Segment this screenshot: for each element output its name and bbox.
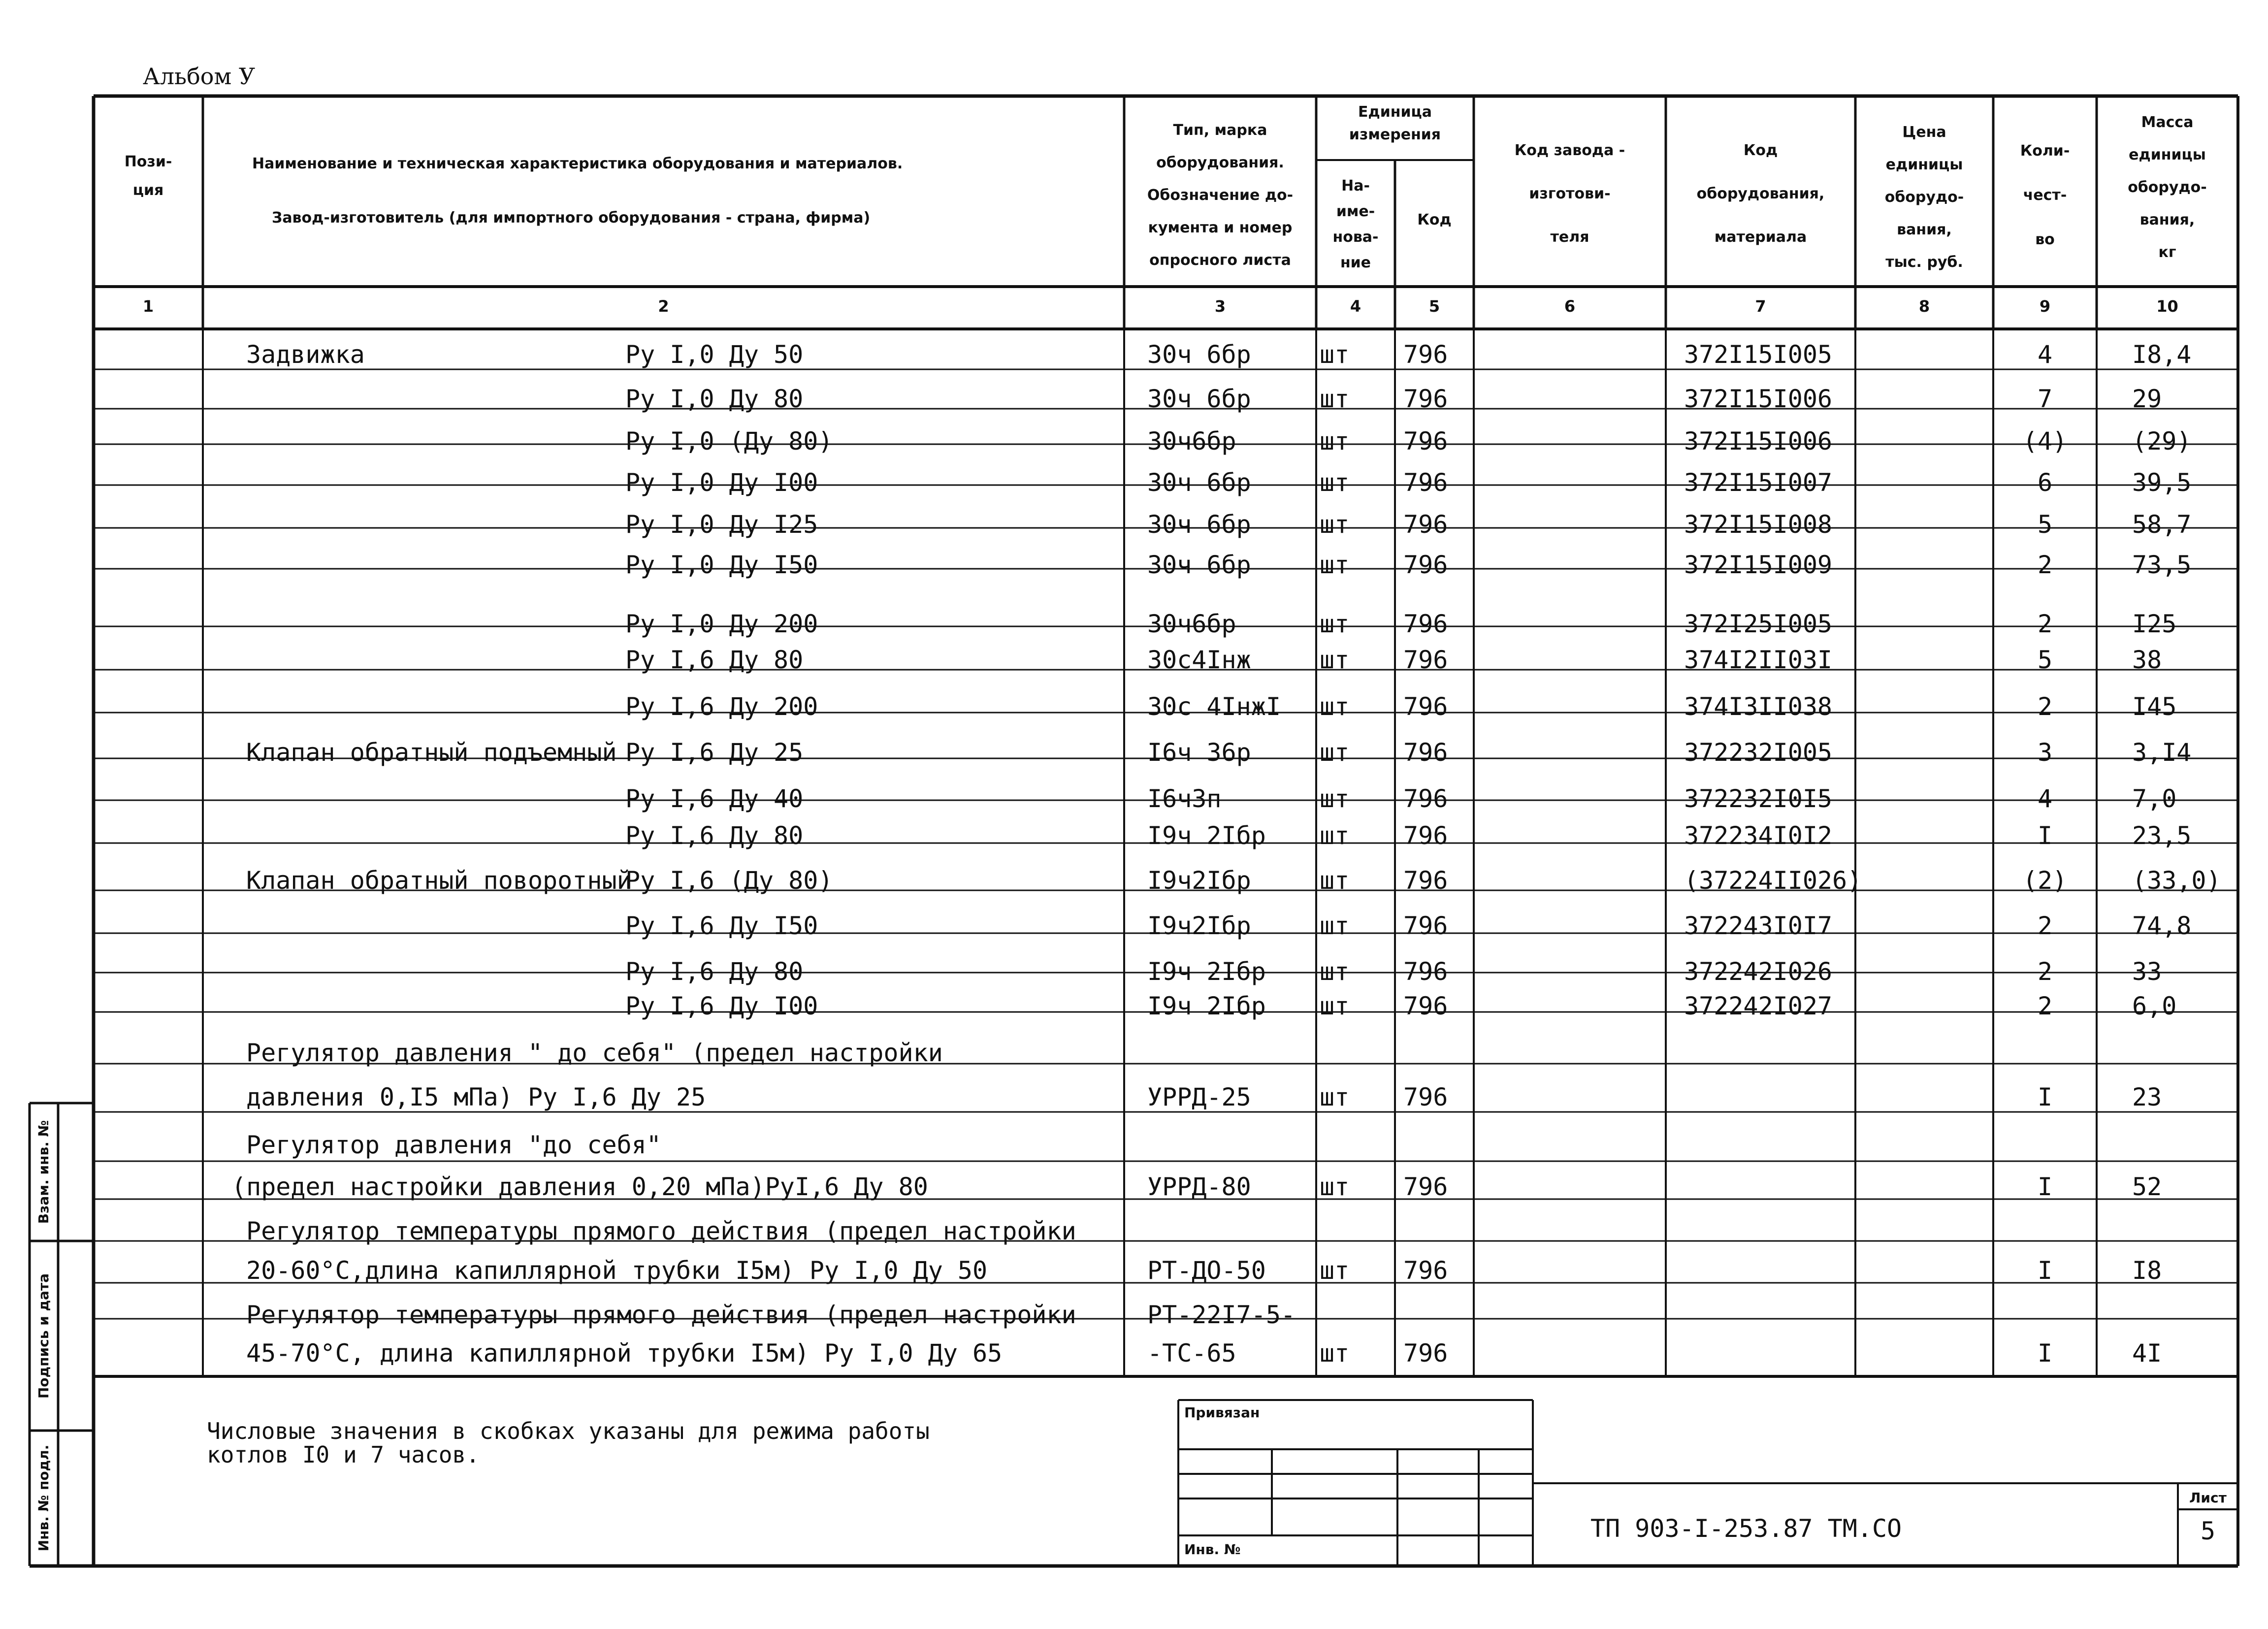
album-label: Альбом У bbox=[143, 63, 256, 90]
cell-code: 796 bbox=[1403, 427, 1448, 456]
cell-equip-code: 372I15I009 bbox=[1684, 551, 1833, 579]
document-code: ТП 903-I-253.87 ТМ.СО bbox=[1590, 1514, 1902, 1543]
cell-mass: 38 bbox=[2132, 646, 2162, 674]
footnote: Числовые значения в скобках указаны для режима работы котлов I0 и 7 часов. bbox=[207, 1418, 930, 1468]
cell-code: 796 bbox=[1403, 912, 1448, 940]
header-unit-code: Код bbox=[1417, 211, 1452, 228]
cell-unit: шт bbox=[1320, 866, 1350, 895]
cell-type: -ТС-65 bbox=[1147, 1339, 1236, 1368]
header-mass: Масса единицы оборудо- вания, кг bbox=[2128, 114, 2207, 261]
cell-type: УРРД-80 bbox=[1147, 1173, 1251, 1201]
cell-equip-code: 372I15I005 bbox=[1684, 340, 1833, 369]
cell-equip-code: 372242I027 bbox=[1684, 992, 1833, 1020]
cell-name: Регулятор температуры прямого действия (предел настройки bbox=[246, 1301, 1076, 1329]
cell-name: Клапан обратный подъемный bbox=[246, 738, 617, 767]
cell-unit: шт bbox=[1320, 1173, 1350, 1201]
cell-type: I9ч2Iбр bbox=[1147, 866, 1251, 895]
cell-mass: 29 bbox=[2132, 385, 2162, 413]
colnum-6: 6 bbox=[1564, 297, 1576, 316]
cell-equip-code: 372232I005 bbox=[1684, 738, 1833, 767]
cell-qty: I bbox=[2037, 1339, 2053, 1368]
cell-qty: 2 bbox=[2037, 912, 2053, 940]
cell-unit: шт bbox=[1320, 385, 1350, 413]
cell-type: 30ч 6бр bbox=[1147, 385, 1251, 413]
cell-code: 796 bbox=[1403, 1173, 1448, 1201]
cell-unit: шт bbox=[1320, 692, 1350, 721]
cell-qty: 5 bbox=[2037, 510, 2053, 539]
cell-mass: I8,4 bbox=[2132, 340, 2192, 369]
cell-type: 30ч 6бр bbox=[1147, 551, 1251, 579]
cell-qty: 4 bbox=[2037, 340, 2053, 369]
cell-code: 796 bbox=[1403, 646, 1448, 674]
stamp-bound-label: Привязан bbox=[1184, 1404, 1260, 1421]
cell-code: 796 bbox=[1403, 551, 1448, 579]
header-maker-code: Код завода - изготови- теля bbox=[1514, 142, 1625, 246]
cell-unit: шт bbox=[1320, 1083, 1350, 1111]
cell-unit: шт bbox=[1320, 784, 1350, 813]
header-name: Наименование и техническая характеристика оборудования и материалов. Завод-изготовитель (для импортного оборудования - страна, фирма) bbox=[252, 155, 903, 227]
cell-unit: шт bbox=[1320, 957, 1350, 986]
cell-qty: 2 bbox=[2037, 610, 2053, 638]
cell-unit: шт bbox=[1320, 340, 1350, 369]
cell-spec: Ру I,0 Ду I50 bbox=[625, 551, 818, 579]
cell-qty: 2 bbox=[2037, 692, 2053, 721]
cell-code: 796 bbox=[1403, 866, 1448, 895]
header-type: Тип, марка оборудования. Обозначение до- кумента и номер опросного листа bbox=[1147, 122, 1294, 269]
cell-mass: 74,8 bbox=[2132, 912, 2192, 940]
cell-equip-code: 372I15I006 bbox=[1684, 427, 1833, 456]
cell-mass: 39,5 bbox=[2132, 468, 2192, 497]
cell-unit: шт bbox=[1320, 610, 1350, 638]
cell-spec: Ру I,0 Ду I25 bbox=[625, 510, 818, 539]
cell-mass: 73,5 bbox=[2132, 551, 2192, 579]
cell-spec: Ру I,6 Ду 80 bbox=[625, 646, 804, 674]
cell-mass: I8 bbox=[2132, 1256, 2162, 1285]
cell-spec: Ру I,6 Ду 80 bbox=[625, 957, 804, 986]
cell-mass: 6,0 bbox=[2132, 992, 2177, 1020]
cell-type: I6ч 36р bbox=[1147, 738, 1251, 767]
colnum-5: 5 bbox=[1428, 297, 1440, 316]
cell-mass: I25 bbox=[2132, 610, 2177, 638]
cell-code: 796 bbox=[1403, 738, 1448, 767]
cell-unit: шт bbox=[1320, 468, 1350, 497]
cell-mass: 33 bbox=[2132, 957, 2162, 986]
cell-unit: шт bbox=[1320, 646, 1350, 674]
side-label-replacement: Взам. инв. № bbox=[35, 1120, 52, 1224]
colnum-4: 4 bbox=[1350, 297, 1361, 316]
header-equipment-code: Код оборудования, материала bbox=[1696, 142, 1825, 246]
cell-name: Регулятор давления "до себя" bbox=[246, 1131, 661, 1159]
header-quantity: Коли- чест- во bbox=[2020, 142, 2070, 248]
cell-unit: шт bbox=[1320, 427, 1350, 456]
side-label-inventory: Инв. № подл. bbox=[35, 1444, 52, 1552]
cell-code: 796 bbox=[1403, 385, 1448, 413]
cell-type: РТ-22I7-5- bbox=[1147, 1301, 1296, 1329]
cell-mass: 4I bbox=[2132, 1339, 2162, 1368]
colnum-1: 1 bbox=[142, 297, 154, 316]
cell-unit: шт bbox=[1320, 1339, 1350, 1368]
cell-equip-code: 374I2II03I bbox=[1684, 646, 1833, 674]
cell-qty: 6 bbox=[2037, 468, 2053, 497]
cell-spec: Ру I,6 Ду 40 bbox=[625, 784, 804, 813]
cell-qty: I bbox=[2037, 1256, 2053, 1285]
colnum-9: 9 bbox=[2039, 297, 2051, 316]
cell-spec: Ру I,6 Ду 80 bbox=[625, 821, 804, 850]
cell-qty: 3 bbox=[2037, 738, 2053, 767]
cell-type: 30ч 6бр bbox=[1147, 510, 1251, 539]
side-label-signature: Подпись и дата bbox=[35, 1273, 52, 1399]
sheet-label: Лист bbox=[2189, 1490, 2227, 1506]
cell-type: УРРД-25 bbox=[1147, 1083, 1251, 1111]
colnum-7: 7 bbox=[1755, 297, 1766, 316]
cell-spec: Ру I,0 Ду 50 bbox=[625, 340, 804, 369]
cell-type: I9ч 2Iбр bbox=[1147, 821, 1266, 850]
cell-name: Задвижка bbox=[246, 340, 365, 369]
cell-qty: 2 bbox=[2037, 957, 2053, 986]
cell-equip-code: 372234I0I2 bbox=[1684, 821, 1833, 850]
cell-type: 30ч6бр bbox=[1147, 427, 1236, 456]
cell-name: 45-70°С, длина капиллярной трубки I5м) Ру I,0 Ду 65 bbox=[246, 1339, 1003, 1368]
cell-code: 796 bbox=[1403, 692, 1448, 721]
cell-mass: 58,7 bbox=[2132, 510, 2192, 539]
cell-unit: шт bbox=[1320, 912, 1350, 940]
cell-equip-code: 372243I0I7 bbox=[1684, 912, 1833, 940]
cell-equip-code: 372242I026 bbox=[1684, 957, 1833, 986]
cell-spec: Ру I,0 Ду I00 bbox=[625, 468, 818, 497]
cell-qty: I bbox=[2037, 1173, 2053, 1201]
cell-type: 30ч6бр bbox=[1147, 610, 1236, 638]
cell-qty: 2 bbox=[2037, 551, 2053, 579]
cell-type: I9ч 2Iбр bbox=[1147, 957, 1266, 986]
cell-qty: 4 bbox=[2037, 784, 2053, 813]
cell-name: давления 0,I5 мПа) Ру I,6 Ду 25 bbox=[246, 1083, 706, 1111]
cell-qty: 7 bbox=[2037, 385, 2053, 413]
colnum-3: 3 bbox=[1214, 297, 1226, 316]
colnum-10: 10 bbox=[2156, 297, 2178, 316]
cell-type: I6ч3п bbox=[1147, 784, 1222, 813]
cell-spec: Ру I,6 Ду I50 bbox=[625, 912, 818, 940]
cell-unit: шт bbox=[1320, 738, 1350, 767]
cell-code: 796 bbox=[1403, 340, 1448, 369]
cell-mass: (33,0) bbox=[2132, 866, 2221, 895]
cell-mass: (29) bbox=[2132, 427, 2192, 456]
cell-name: Регулятор температуры прямого действия (предел настройки bbox=[246, 1217, 1076, 1245]
cell-type: 30ч 6бр bbox=[1147, 468, 1251, 497]
cell-mass: 23 bbox=[2132, 1083, 2162, 1111]
cell-code: 796 bbox=[1403, 1339, 1448, 1368]
header-position: Пози- ция bbox=[124, 153, 172, 199]
cell-type: 30ч 6бр bbox=[1147, 340, 1251, 369]
cell-code: 796 bbox=[1403, 610, 1448, 638]
cell-type: I9ч2Iбр bbox=[1147, 912, 1251, 940]
cell-equip-code: 372I25I005 bbox=[1684, 610, 1833, 638]
cell-spec: Ру I,6 Ду 25 bbox=[625, 738, 804, 767]
cell-unit: шт bbox=[1320, 821, 1350, 850]
cell-mass: I45 bbox=[2132, 692, 2177, 721]
cell-equip-code: (37224II026) bbox=[1684, 866, 1862, 895]
cell-mass: 3,I4 bbox=[2132, 738, 2192, 767]
cell-unit: шт bbox=[1320, 1256, 1350, 1285]
cell-spec: Ру I,0 Ду 80 bbox=[625, 385, 804, 413]
cell-equip-code: 374I3II038 bbox=[1684, 692, 1833, 721]
cell-unit: шт bbox=[1320, 510, 1350, 539]
cell-code: 796 bbox=[1403, 992, 1448, 1020]
cell-spec: Ру I,0 Ду 200 bbox=[625, 610, 818, 638]
cell-equip-code: 372I15I008 bbox=[1684, 510, 1833, 539]
cell-qty: I bbox=[2037, 1083, 2053, 1111]
header-price: Цена единицы оборудо- вания, тыс. руб. bbox=[1884, 124, 1964, 271]
cell-qty: I bbox=[2037, 821, 2053, 850]
sheet-number: 5 bbox=[2200, 1517, 2216, 1545]
cell-qty: 2 bbox=[2037, 992, 2053, 1020]
cell-qty: (4) bbox=[2022, 427, 2068, 456]
cell-code: 796 bbox=[1403, 821, 1448, 850]
cell-code: 796 bbox=[1403, 784, 1448, 813]
cell-type: РТ-ДО-50 bbox=[1147, 1256, 1266, 1285]
cell-unit: шт bbox=[1320, 992, 1350, 1020]
cell-spec: Ру I,0 (Ду 80) bbox=[625, 427, 833, 456]
cell-qty: 5 bbox=[2037, 646, 2053, 674]
cell-spec: Ру I,6 Ду I00 bbox=[625, 992, 818, 1020]
cell-type: 30с 4IнжI bbox=[1147, 692, 1281, 721]
cell-mass: 23,5 bbox=[2132, 821, 2192, 850]
cell-unit: шт bbox=[1320, 551, 1350, 579]
cell-mass: 52 bbox=[2132, 1173, 2162, 1201]
header-unit-group: Единица измерения bbox=[1349, 103, 1441, 143]
cell-equip-code: 372I15I007 bbox=[1684, 468, 1833, 497]
cell-name: Регулятор давления " до себя" (предел настройки bbox=[246, 1039, 943, 1067]
cell-spec: Ру I,6 (Ду 80) bbox=[625, 866, 833, 895]
cell-name: (предел настройки давления 0,20 мПа)РуI,6 Ду 80 bbox=[231, 1173, 928, 1201]
cell-code: 796 bbox=[1403, 1256, 1448, 1285]
cell-code: 796 bbox=[1403, 1083, 1448, 1111]
cell-code: 796 bbox=[1403, 468, 1448, 497]
header-unit-name: На- име- нова- ние bbox=[1332, 177, 1379, 271]
cell-name: Клапан обратный поворотный bbox=[246, 866, 632, 895]
cell-mass: 7,0 bbox=[2132, 784, 2177, 813]
cell-code: 796 bbox=[1403, 957, 1448, 986]
cell-qty: (2) bbox=[2022, 866, 2068, 895]
cell-equip-code: 372I15I006 bbox=[1684, 385, 1833, 413]
cell-type: 30с4Iнж bbox=[1147, 646, 1251, 674]
cell-spec: Ру I,6 Ду 200 bbox=[625, 692, 818, 721]
colnum-2: 2 bbox=[658, 297, 669, 316]
cell-code: 796 bbox=[1403, 510, 1448, 539]
cell-name: 20-60°С,длина капиллярной трубки I5м) Ру I,0 Ду 50 bbox=[246, 1256, 988, 1285]
cell-type: I9ч 2Iбр bbox=[1147, 992, 1266, 1020]
cell-equip-code: 372232I0I5 bbox=[1684, 784, 1833, 813]
colnum-8: 8 bbox=[1918, 297, 1930, 316]
stamp-inv-label: Инв. № bbox=[1184, 1541, 1241, 1558]
